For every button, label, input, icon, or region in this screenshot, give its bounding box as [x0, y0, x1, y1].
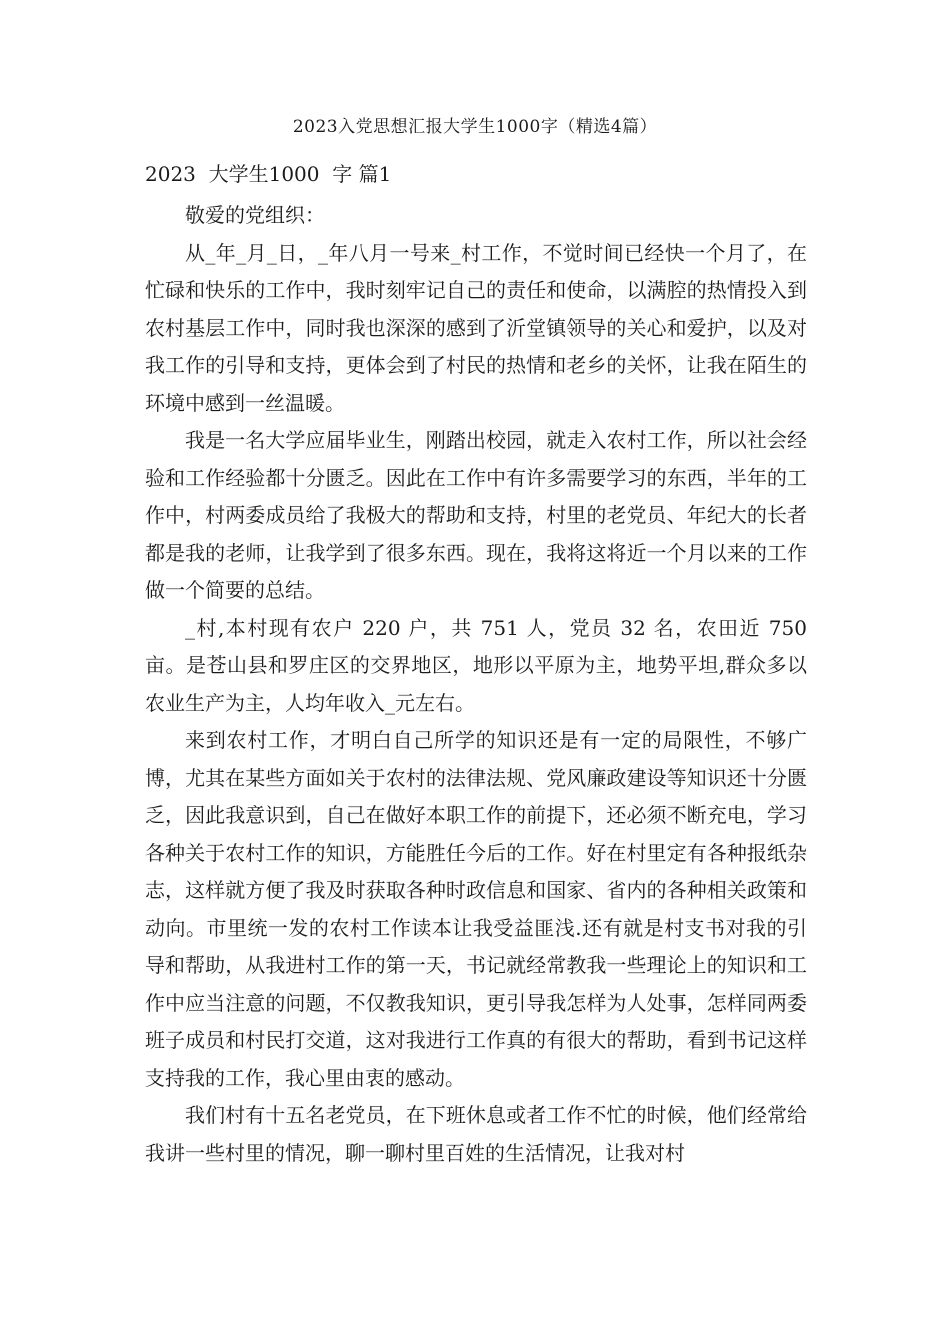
body-paragraph-2: 我是一名大学应届毕业生，刚踏出校园，就走入农村工作，所以社会经验和工作经验都十分匮乏。因此在工作中有许多需要学习的东西，半年的工作中，村两委成员给了我极大的帮助和支持，村里的老党员、年纪大的长者都是我的老师，让我学到了很多东西。现在，我将这将近一个月以来的工作做一个简要的总结。	[145, 428, 807, 602]
body-paragraph-4: 来到农村工作，才明白自己所学的知识还是有一定的局限性，不够广博，尤其在某些方面如关于农村的法律法规、党风廉政建设等知识还十分匮乏，因此我意识到，自己在做好本职工作的前提下，还必须不断充电，学习各种关于农村工作的知识，方能胜任今后的工作。好在村里定有各种报纸杂志，这样就方便了我及时获取各种时政信息和国家、省内的各种相关政策和动向。市里统一发的农村工作读本让我受益匪浅.还有就是村支书对我的引导和帮助，从我进村工作的第一天，书记就经常教我一些理论上的知识和工作中应当注意的问题，不仅教我知识，更引导我怎样为人处事，怎样同两委班子成员和村民打交道，这对我进行工作真的有很大的帮助，看到书记这样支持我的工作，我心里由衷的感动。	[145, 728, 807, 1090]
body-paragraph-3: _村,本村现有农户 220 户，共 751 人，党员 32 名，农田近 750 亩。是苍山县和罗庄区的交界地区，地形以平原为主，地势平坦,群众多以农业生产为主，人均年收入_元左右。	[145, 615, 807, 715]
document-body	[145, 197, 807, 1172]
section-heading: 2023 大学生1000 字 篇1	[145, 162, 392, 186]
salutation: 敬爱的党组织：	[185, 203, 325, 227]
body-paragraph-5: 我们村有十五名老党员，在下班休息或者工作不忙的时候，他们经常给我讲一些村里的情况，聊一聊村里百姓的生活情况，让我对村	[145, 1103, 807, 1165]
body-paragraph-1: 从_年_月_日，_年八月一号来_村工作，不觉时间已经快一个月了，在忙碌和快乐的工作中，我时刻牢记自己的责任和使命，以满腔的热情投入到农村基层工作中，同时我也深深的感到了沂堂镇领导的关心和爱护，以及对我工作的引导和支持，更体会到了村民的热情和老乡的关怀，让我在陌生的环境中感到一丝温暖。	[145, 240, 807, 415]
document-title: 2023入党思想汇报大学生1000字（精选4篇）	[292, 117, 658, 137]
